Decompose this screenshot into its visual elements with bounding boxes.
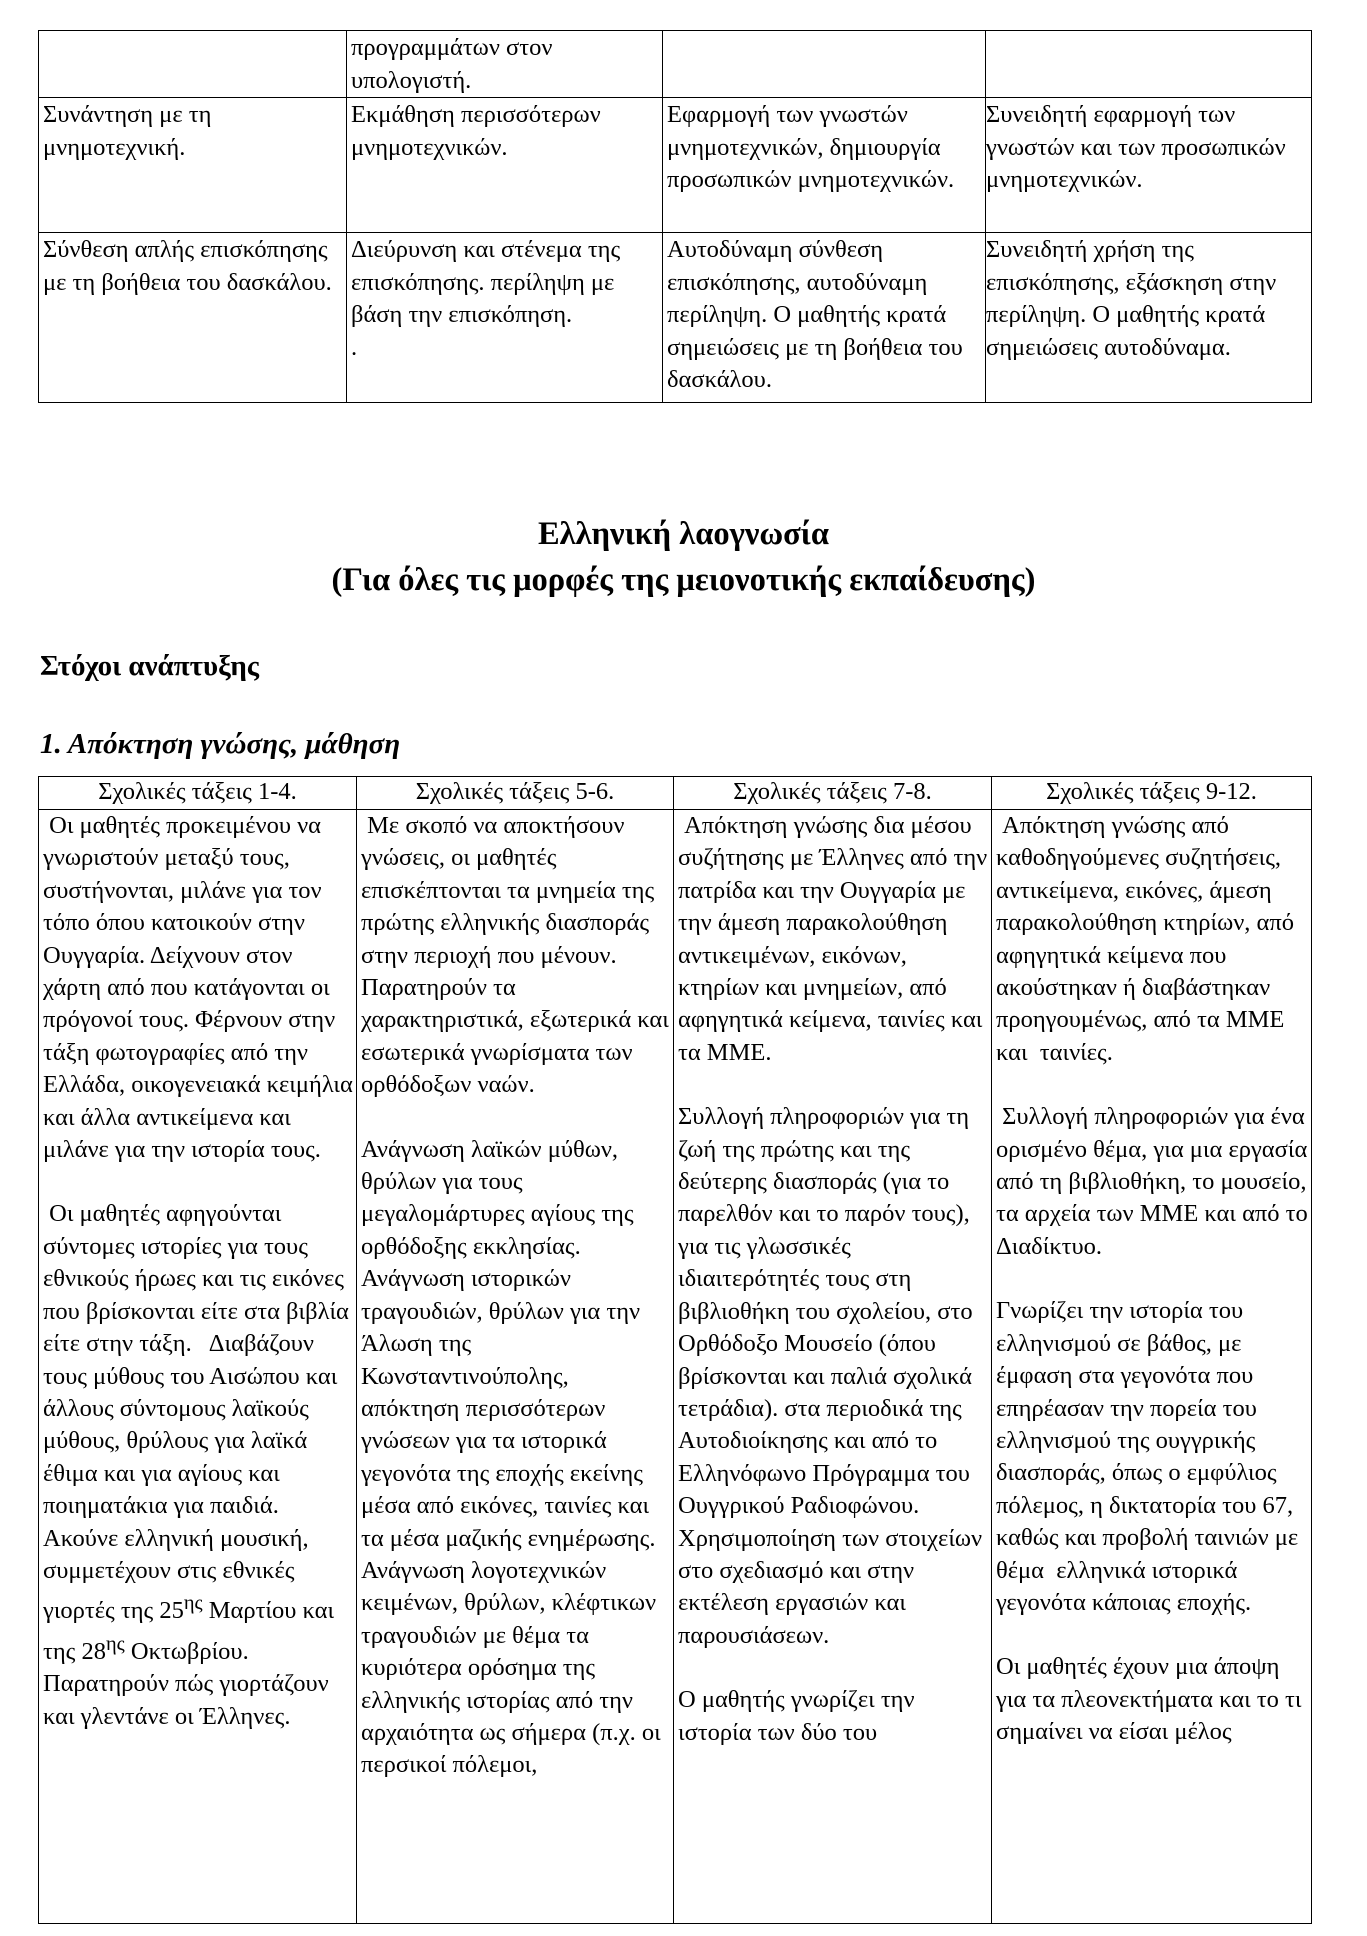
text-run: Οι μαθητές αφηγούνται σύντομες ιστορίες για τους εθνικούς ήρωες και τις εικόνες που βρίσκονται είτε στα βιβλία είτε στην τάξη. Διαβάζουν τους μύθους του Αισώπου και άλλους σύντομους λαϊκούς μύθους, θρύλους για λαϊκά έθιμα και για αγίους και ποιηματάκια για παιδιά. Ακούνε ελληνική μουσική, συμμετέχουν στις εθνικές γιορτές της 25 xyxy=(43,1200,356,1625)
paragraph: Οι μαθητές προκειμένου να γνωριστούν μεταξύ τους, συστήνονται, μιλάνε για τον τόπο όπου κατοικούν στην Ουγγαρία. Δείχνουν στον χάρτη από που κατάγονται οι πρόγονοί τους. Φέρνουν στην τάξη φωτογραφίες από την Ελλάδα, οικογενειακά κειμήλια και άλλα αντικείμενα και μιλάνε για την ιστορία τους. xyxy=(43,812,359,1164)
paragraph: Με σκοπό να αποκτήσουν γνώσεις, οι μαθητές επισκέπτονται τα μνημεία της πρώτης ελληνικής διασποράς στην περιοχή που μένουν. Παρατηρούν τα χαρακτηριστικά, εξωτερικά και εσωτερικά γνωρίσματα των ορθόδοξων ναών. xyxy=(361,812,675,1099)
table-cell-grades-7-8 xyxy=(674,810,992,1924)
document-title: Ελληνική λαογνωσία xyxy=(537,516,829,552)
column-header: Σχολικές τάξεις 7-8. xyxy=(674,777,992,810)
table-row xyxy=(39,233,1312,403)
column-header: Σχολικές τάξεις 1-4. xyxy=(39,777,357,810)
table-cell-grades-9-12 xyxy=(992,810,1312,1924)
table-cell: προγραμμάτων στον υπολογιστή. xyxy=(347,31,663,98)
table-cell xyxy=(39,31,347,98)
table-cell: Εκμάθηση περισσότερων μνημοτεχνικών. xyxy=(347,98,663,233)
table-cell: Διεύρυνση και στένεμα της επισκόπησης. περίληψη με βάση την επισκόπηση. . xyxy=(347,233,663,403)
section-heading: Στόχοι ανάπτυξης xyxy=(40,650,260,682)
paragraph: Οι μαθητές έχουν μια άποψη για τα πλεονεκτήματα και το τι σημαίνει να είσαι μέλος xyxy=(996,1653,1308,1746)
table-cell: Εφαρμογή των γνωστών μνημοτεχνικών, δημιουργία προσωπικών μνημοτεχνικών. xyxy=(663,98,986,233)
table-row xyxy=(39,98,1312,233)
table-cell-grades-1-4 xyxy=(39,810,357,1924)
table-cell: Σύνθεση απλής επισκόπησης με τη βοήθεια του δασκάλου. xyxy=(39,233,347,403)
superscript: ης xyxy=(183,1592,203,1615)
curriculum-table xyxy=(38,776,1312,1924)
table-row xyxy=(39,810,1312,1924)
text-run: Μαρτίου και της 28 xyxy=(43,1597,341,1666)
document-subtitle: (Για όλες τις μορφές της μειονοτικής εκπαίδευσης) xyxy=(331,562,1036,598)
continuation-table xyxy=(38,30,1312,403)
paragraph: Απόκτηση γνώσης από καθοδηγούμενες συζητήσεις, αντικείμενα, εικόνες, άμεση παρακολούθηση κτηρίων, από αφηγητικά κείμενα που ακούστηκαν ή διαβάστηκαν προηγουμένως, από τα ΜΜΕ και ταινίες. xyxy=(996,812,1301,1066)
column-header: Σχολικές τάξεις 9-12. xyxy=(992,777,1312,810)
paragraph: Ο μαθητής γνωρίζει την ιστορία των δύο του xyxy=(678,1686,921,1746)
superscript: ης xyxy=(106,1632,125,1655)
table-cell: Αυτοδύναμη σύνθεση επισκόπησης, αυτοδύναμη περίληψη. Ο μαθητής κρατά σημειώσεις με τη βοήθεια του δασκάλου. xyxy=(663,233,986,403)
paragraph: Ανάγνωση λαϊκών μύθων, θρύλων για τους μεγαλομάρτυρες αγίους της ορθόδοξης εκκλησίας. Ανάγνωση ιστορικών τραγουδιών, θρύλων για την Άλωση της Κωνσταντινούπολης, απόκτηση περισσότερων γνώσεων για τα ιστορικά γεγονότα της εποχής εκείνης μέσα από εικόνες, ταινίες και τα μέσα μαζικής ενημέρωσης. Ανάγνωση λογοτεχνικών κειμένων, θρύλων, κλέφτικων τραγουδιών με θέμα τα κυριότερα ορόσημα της ελληνικής ιστορίας από την αρχαιότητα ως σήμερα (π.χ. οι περσικοί πόλεμοι, xyxy=(361,1135,667,1779)
table-cell xyxy=(663,31,986,98)
table-header-row xyxy=(39,777,1312,810)
column-header: Σχολικές τάξεις 5-6. xyxy=(357,777,674,810)
table-cell: Συνάντηση με τη μνημοτεχνική. xyxy=(39,98,347,233)
table-cell: Συνειδητή χρήση της επισκόπησης, εξάσκηση στην περίληψη. Ο μαθητής κρατά σημειώσεις αυτοδύναμα. xyxy=(986,233,1312,403)
paragraph: Συλλογή πληροφοριών για τη ζωή της πρώτης και της δεύτερης διασποράς (για το παρελθόν και το παρόν τους), για τις γλωσσικές ιδιαιτερότητές τους στη βιβλιοθήκη του σχολείου, στο Ορθόδοξο Μουσείο (όπου βρίσκονται και παλιά σχολικά τετράδια). στα περιοδικά της Αυτοδιοίκησης και από το Ελληνόφωνο Πρόγραμμα του Ουγγρικού Ραδιοφώνου. Χρησιμοποίηση των στοιχείων στο σχεδιασμό και στην εκτέλεση εργασιών και παρουσιάσεων. xyxy=(678,1103,989,1649)
paragraph: Απόκτηση γνώσης δια μέσου συζήτησης με Έλληνες από την πατρίδα και την Ουγγαρία με την άμεση παρακολούθηση αντικειμένων, εικόνων, κτηρίων και μνημείων, από αφηγητικά κείμενα, ταινίες και τα ΜΜΕ. xyxy=(678,812,994,1066)
paragraph: Συλλογή πληροφοριών για ένα ορισμένο θέμα, για μια εργασία από τη βιβλιοθήκη, το μουσείο, τα αρχεία των ΜΜΕ και από το Διαδίκτυο. xyxy=(996,1103,1314,1260)
paragraph xyxy=(43,1198,356,1733)
table-row xyxy=(39,31,1312,98)
table-cell: Συνειδητή εφαρμογή των γνωστών και των προσωπικών μνημοτεχνικών. xyxy=(986,98,1312,233)
text-run: Οκτωβρίου. Παρατηρούν πώς γιορτάζουν και γλεντάνε οι Έλληνες. xyxy=(43,1638,335,1730)
table-cell xyxy=(986,31,1312,98)
subsection-heading: 1. Απόκτηση γνώσης, μάθηση xyxy=(40,728,401,760)
paragraph: Γνωρίζει την ιστορία του ελληνισμού σε βάθος, με έμφαση στα γεγονότα που επηρέασαν την πορεία του ελληνισμού της ουγγρικής διασποράς, όπως ο εμφύλιος πόλεμος, η δικτατορία του 67, καθώς και προβολή ταινιών με θέμα ελληνικά ιστορικά γεγονότα κάποιας εποχής. xyxy=(996,1297,1305,1616)
table-cell-grades-5-6 xyxy=(357,810,674,1924)
